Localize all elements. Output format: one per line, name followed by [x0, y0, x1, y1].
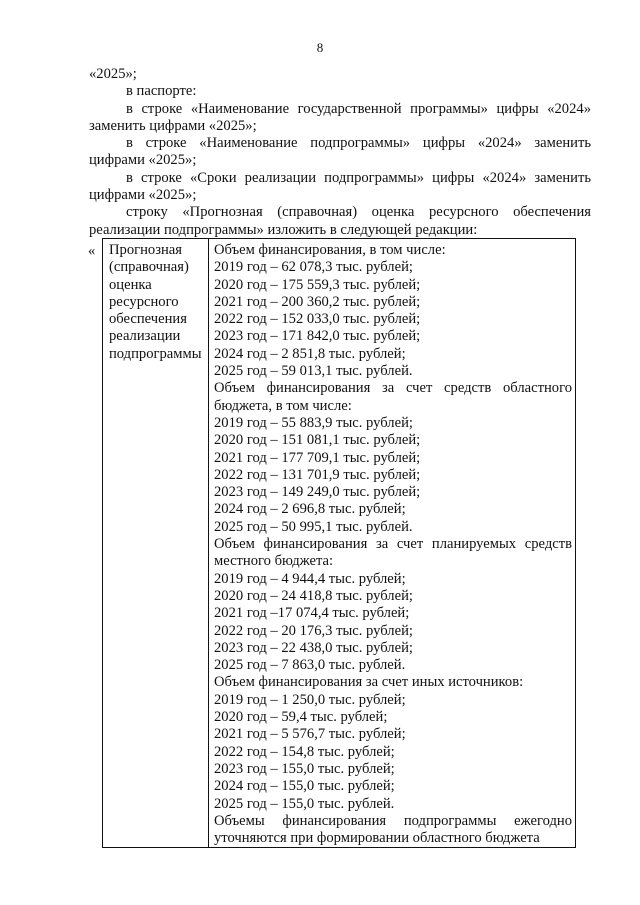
content-line: 2022 год – 152 033,0 тыс. рублей; [214, 311, 421, 328]
table-row [103, 239, 576, 848]
label-line: оценка [109, 276, 152, 293]
content-line: 2019 год – 4 944,4 тыс. рублей; [214, 570, 406, 587]
paragraph: строку «Прогнозная (справочная) оценка ресурсного обеспечения реализации подпрограммы» изложить в следующей редакции: [89, 204, 591, 238]
label-line: подпрограммы [109, 345, 202, 362]
content-line: 2024 год – 2 851,8 тыс. рублей; [214, 345, 406, 362]
content-line: 2025 год – 7 863,0 тыс. рублей. [214, 657, 406, 674]
content-line: 2023 год – 149 249,0 тыс. рублей; [214, 484, 421, 501]
content-line: 2023 год – 155,0 тыс. рублей; [214, 760, 395, 777]
label-line: реализации [109, 328, 181, 345]
content-line: 2024 год – 155,0 тыс. рублей; [214, 778, 395, 795]
content-line: 2021 год – 5 576,7 тыс. рублей; [214, 726, 406, 743]
paragraph: в строке «Наименование государственной программы» цифры «2024» заменить цифрами «2025»; [89, 100, 591, 134]
body-text [89, 66, 591, 239]
paragraph: в паспорте: [126, 83, 197, 100]
passport-table [102, 238, 576, 848]
content-line: местного бюджета: [214, 553, 334, 570]
content-line: уточняются при формировании областного бюджета [214, 830, 540, 847]
content-line: 2019 год – 1 250,0 тыс. рублей; [214, 691, 406, 708]
paragraph: в строке «Наименование подпрограммы» цифры «2024» заменить цифрами «2025»; [89, 135, 591, 169]
content-line: 2025 год – 50 995,1 тыс. рублей. [214, 518, 413, 535]
content-line: 2019 год – 55 883,9 тыс. рублей; [214, 414, 413, 431]
label-line: Прогнозная [109, 242, 182, 258]
content-line: Объем финансирования, в том числе: [214, 242, 446, 258]
content-line: 2022 год – 20 176,3 тыс. рублей; [214, 622, 413, 639]
content-line: 2022 год – 131 701,9 тыс. рублей; [214, 466, 421, 483]
opening-quote: « [88, 243, 96, 259]
content-line: 2025 год – 155,0 тыс. рублей. [214, 795, 395, 812]
content-line: 2021 год – 200 360,2 тыс. рублей; [214, 293, 421, 310]
content-line: 2025 год – 59 013,1 тыс. рублей. [214, 363, 413, 380]
label-cell [103, 239, 209, 848]
content-line: Объем финансирования за счет средств областного [214, 380, 572, 397]
content-line: 2019 год – 62 078,3 тыс. рублей; [214, 259, 413, 276]
content-line: 2020 год – 175 559,3 тыс. рублей; [214, 276, 421, 293]
content-cell [209, 239, 576, 848]
content-line: 2020 год – 24 418,8 тыс. рублей; [214, 587, 413, 604]
content-line: 2023 год – 171 842,0 тыс. рублей; [214, 328, 421, 345]
content-line: 2020 год – 151 081,1 тыс. рублей; [214, 432, 421, 449]
content-line: 2022 год – 154,8 тыс. рублей; [214, 743, 395, 760]
content-line: Объемы финансирования подпрограммы ежегодно [214, 812, 572, 829]
paragraph: в строке «Сроки реализации подпрограммы» цифры «2024» заменить цифрами «2025»; [89, 169, 591, 204]
content-line: 2021 год – 177 709,1 тыс. рублей; [214, 449, 421, 466]
content-line: 2024 год – 2 696,8 тыс. рублей; [214, 501, 406, 518]
page-number: 8 [316, 40, 324, 55]
content-line: 2023 год – 22 438,0 тыс. рублей; [214, 639, 413, 656]
label-line: обеспечения [109, 311, 187, 328]
label-line: ресурсного [109, 293, 179, 310]
content-line: 2020 год – 59,4 тыс. рублей; [214, 709, 388, 726]
content-line: 2021 год –17 074,4 тыс. рублей; [214, 605, 410, 622]
content-line: бюджета, в том числе: [214, 397, 352, 414]
paragraph: «2025»; [89, 66, 137, 82]
content-line: Объем финансирования за счет планируемых средств [214, 536, 572, 553]
label-line: (справочная) [109, 259, 189, 276]
content-line: Объем финансирования за счет иных источников: [214, 674, 524, 691]
